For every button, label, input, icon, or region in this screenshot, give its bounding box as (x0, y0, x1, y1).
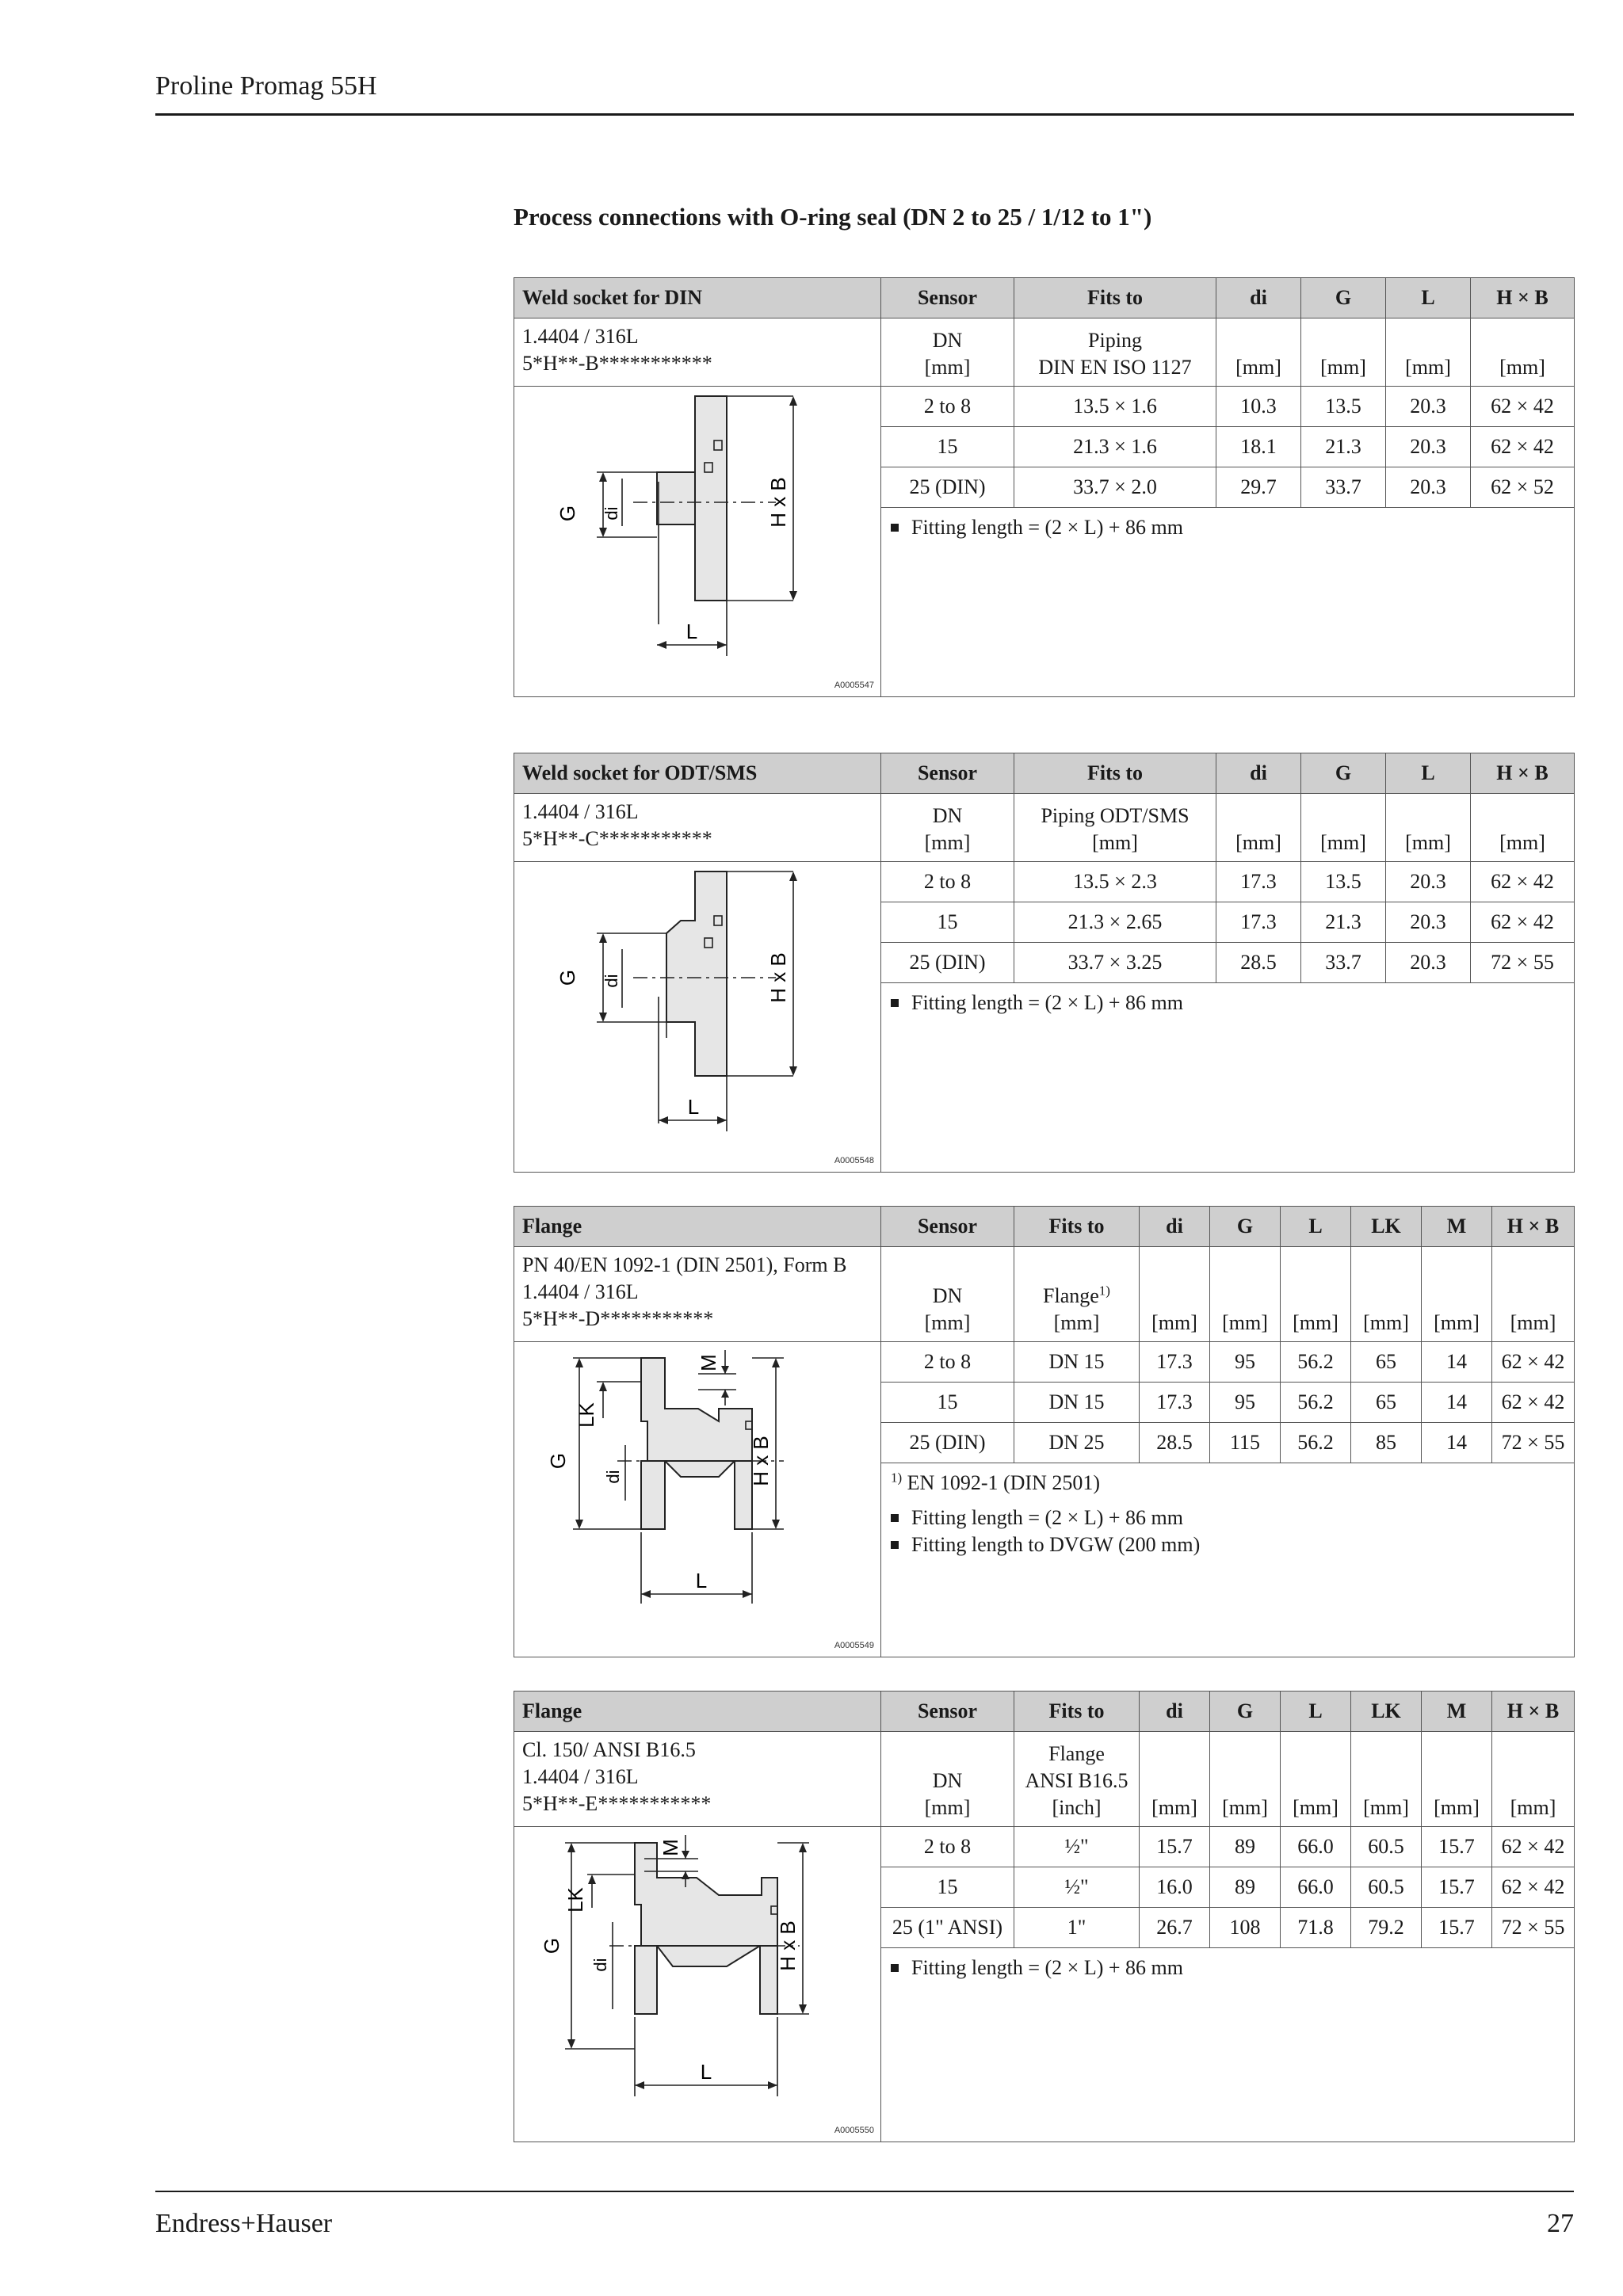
col-header-g: G (1301, 278, 1386, 318)
table-row (514, 1342, 1575, 1383)
sensor-unit-cell (881, 318, 1014, 387)
flange-ansi-table (514, 1691, 1575, 2142)
unit-cell: [mm] (1216, 318, 1301, 387)
notes-cell (881, 983, 1575, 1173)
notes-cell (881, 1463, 1575, 1657)
lk-cell: 65 (1351, 1342, 1422, 1383)
unit-cell: [mm] (1351, 1732, 1422, 1827)
dim-label-l: L (687, 1095, 700, 1119)
unit-cell: [mm] (1281, 1247, 1351, 1342)
bullet-icon (891, 1541, 899, 1549)
standard-line: PN 40/EN 1092-1 (DIN 2501), Form B (522, 1253, 847, 1276)
col-header-type: Flange (514, 1691, 881, 1732)
di-cell: 29.7 (1216, 467, 1301, 508)
dim-label-m: M (697, 1354, 720, 1371)
col-header-g: G (1210, 1207, 1281, 1247)
sensor-unit-line: [mm] (924, 356, 971, 379)
di-cell: 16.0 (1140, 1867, 1210, 1908)
flange-en1092-table (514, 1206, 1575, 1657)
table-unit-row (514, 318, 1575, 387)
g-cell: 21.3 (1301, 427, 1386, 467)
dimension-drawing-cell (514, 862, 881, 1173)
col-header-type: Flange (514, 1207, 881, 1247)
unit-cell: [mm] (1301, 794, 1386, 862)
material-cell (514, 794, 881, 862)
l-cell: 20.3 (1386, 427, 1471, 467)
unit-cell: [mm] (1281, 1732, 1351, 1827)
footnote-marker: 1) (1098, 1283, 1110, 1299)
note-text: Fitting length = (2 × L) + 86 mm (911, 1506, 1183, 1529)
table-header-row (514, 753, 1575, 794)
l-cell: 66.0 (1281, 1827, 1351, 1867)
fits-to-cell: 21.3 × 1.6 (1014, 427, 1216, 467)
dim-label-m: M (659, 1839, 682, 1856)
fits-unit-cell (1014, 794, 1216, 862)
fits-to-cell: 13.5 × 1.6 (1014, 387, 1216, 427)
table-unit-row (514, 1732, 1575, 1827)
di-cell: 28.5 (1140, 1423, 1210, 1463)
di-cell: 15.7 (1140, 1827, 1210, 1867)
hxb-cell: 62 × 42 (1471, 862, 1575, 902)
unit-cell: [mm] (1140, 1247, 1210, 1342)
l-cell: 56.2 (1281, 1383, 1351, 1423)
fits-to-cell: 1" (1014, 1908, 1140, 1948)
col-header-sensor: Sensor (881, 1691, 1014, 1732)
col-header-fits-to: Fits to (1014, 278, 1216, 318)
sensor-unit-cell (881, 794, 1014, 862)
col-header-fits-to: Fits to (1014, 753, 1216, 794)
sensor-cell: 15 (881, 427, 1014, 467)
g-cell: 89 (1210, 1827, 1281, 1867)
sensor-cell: 25 (DIN) (881, 943, 1014, 983)
col-header-hxb: H × B (1471, 753, 1575, 794)
footer-company: Endress+Hauser (155, 2209, 333, 2238)
weld-socket-din-table (514, 277, 1575, 697)
material-line: 1.4404 / 316L (522, 325, 639, 348)
footnote-text: EN 1092-1 (DIN 2501) (907, 1471, 1101, 1494)
figure-reference: A0005549 (834, 1641, 874, 1650)
fits-unit-cell (1014, 1732, 1140, 1827)
table-header-row (514, 1691, 1575, 1732)
hxb-cell: 62 × 42 (1492, 1867, 1575, 1908)
di-cell: 10.3 (1216, 387, 1301, 427)
l-cell: 66.0 (1281, 1867, 1351, 1908)
g-cell: 13.5 (1301, 387, 1386, 427)
m-cell: 15.7 (1422, 1827, 1492, 1867)
col-header-l: L (1281, 1691, 1351, 1732)
sensor-unit-line: [mm] (924, 1796, 971, 1819)
page-header-title: Proline Promag 55H (155, 71, 377, 101)
col-header-sensor: Sensor (881, 753, 1014, 794)
sensor-unit-line: [mm] (924, 831, 971, 854)
flange-en1092-drawing (514, 1342, 881, 1651)
figure-reference: A0005550 (834, 2126, 874, 2135)
lk-cell: 79.2 (1351, 1908, 1422, 1948)
sensor-cell: 2 to 8 (881, 387, 1014, 427)
col-header-di: di (1140, 1691, 1210, 1732)
footer-rule (155, 2191, 1574, 2192)
sensor-cell: 15 (881, 1867, 1014, 1908)
m-cell: 14 (1422, 1423, 1492, 1463)
fits-unit-line: [mm] (1092, 831, 1138, 854)
notes-cell (881, 1948, 1575, 2142)
dim-label-hxb: H x B (749, 1436, 773, 1486)
col-header-sensor: Sensor (881, 278, 1014, 318)
figure-reference: A0005547 (834, 681, 874, 690)
dim-label-di: di (590, 1958, 610, 1972)
lk-cell: 60.5 (1351, 1827, 1422, 1867)
di-cell: 17.3 (1216, 862, 1301, 902)
col-header-hxb: H × B (1471, 278, 1575, 318)
bullet-icon (891, 999, 899, 1007)
standard-line: Cl. 150/ ANSI B16.5 (522, 1738, 696, 1761)
col-header-lk: LK (1351, 1207, 1422, 1247)
dim-label-hxb: H x B (766, 952, 790, 1003)
table-header-row (514, 1207, 1575, 1247)
order-code: 5*H**-C*********** (522, 827, 712, 850)
l-cell: 71.8 (1281, 1908, 1351, 1948)
unit-cell: [mm] (1492, 1732, 1575, 1827)
fits-unit-cell (1014, 318, 1216, 387)
material-cell (514, 1247, 881, 1342)
dimension-drawing-cell (514, 1342, 881, 1657)
fits-unit-line: DIN EN ISO 1127 (1038, 356, 1192, 379)
material-cell (514, 318, 881, 387)
sensor-unit-line: DN (932, 1284, 963, 1307)
di-cell: 18.1 (1216, 427, 1301, 467)
fits-to-cell: 13.5 × 2.3 (1014, 862, 1216, 902)
col-header-l: L (1386, 753, 1471, 794)
col-header-m: M (1422, 1207, 1492, 1247)
note-text: Fitting length = (2 × L) + 86 mm (911, 1956, 1183, 1979)
notes-cell (881, 508, 1575, 697)
sensor-cell: 25 (1" ANSI) (881, 1908, 1014, 1948)
dim-label-lk: LK (575, 1402, 598, 1428)
hxb-cell: 62 × 42 (1471, 902, 1575, 943)
section-title: Process connections with O-ring seal (DN 2 to 25 / 1/12 to 1") (514, 203, 1152, 231)
g-cell: 21.3 (1301, 902, 1386, 943)
fits-to-cell: ½" (1014, 1867, 1140, 1908)
col-header-sensor: Sensor (881, 1207, 1014, 1247)
order-code: 5*H**-E*********** (522, 1792, 712, 1815)
hxb-cell: 72 × 55 (1492, 1908, 1575, 1948)
unit-cell: [mm] (1351, 1247, 1422, 1342)
fits-to-cell: ½" (1014, 1827, 1140, 1867)
col-header-hxb: H × B (1492, 1691, 1575, 1732)
fits-unit-line: Piping (1088, 329, 1142, 352)
sensor-cell: 25 (DIN) (881, 1423, 1014, 1463)
sensor-unit-cell (881, 1247, 1014, 1342)
material-line: 1.4404 / 316L (522, 1280, 639, 1303)
fits-unit-text: Flange (1043, 1284, 1099, 1307)
sensor-unit-cell (881, 1732, 1014, 1827)
flange-ansi-drawing (514, 1827, 881, 2136)
col-header-l: L (1386, 278, 1471, 318)
dim-label-di: di (601, 974, 621, 988)
page-number: 27 (1547, 2209, 1574, 2238)
m-cell: 14 (1422, 1383, 1492, 1423)
weld-socket-din-drawing (514, 387, 881, 691)
footnote (891, 1470, 1564, 1497)
fits-to-cell: 21.3 × 2.65 (1014, 902, 1216, 943)
material-line: 1.4404 / 316L (522, 800, 639, 823)
hxb-cell: 62 × 42 (1471, 427, 1575, 467)
unit-cell: [mm] (1386, 794, 1471, 862)
dim-label-l: L (695, 1569, 708, 1592)
l-cell: 20.3 (1386, 387, 1471, 427)
note-item (891, 514, 1564, 541)
fits-unit-cell (1014, 1247, 1140, 1342)
sensor-cell: 2 to 8 (881, 862, 1014, 902)
dim-label-di: di (603, 1470, 623, 1484)
note-text: Fitting length to DVGW (200 mm) (911, 1533, 1201, 1556)
dim-label-di: di (601, 506, 621, 521)
weld-socket-odt-sms-table (514, 753, 1575, 1173)
figure-reference: A0005548 (834, 1156, 874, 1165)
bullet-icon (891, 1964, 899, 1972)
table-unit-row (514, 794, 1575, 862)
dimension-drawing-cell (514, 387, 881, 697)
header-rule (155, 113, 1574, 116)
di-cell: 17.3 (1140, 1342, 1210, 1383)
material-cell (514, 1732, 881, 1827)
fits-to-cell: DN 15 (1014, 1383, 1140, 1423)
sensor-unit-line: DN (932, 329, 963, 352)
dim-label-hxb: H x B (776, 1920, 800, 1971)
fits-to-cell: DN 25 (1014, 1423, 1140, 1463)
unit-cell: [mm] (1471, 794, 1575, 862)
lk-cell: 65 (1351, 1383, 1422, 1423)
unit-cell: [mm] (1471, 318, 1575, 387)
col-header-g: G (1301, 753, 1386, 794)
dim-label-g: G (546, 1452, 570, 1470)
fits-unit-line (1019, 1283, 1134, 1310)
unit-cell: [mm] (1140, 1732, 1210, 1827)
note-item (891, 1955, 1564, 1981)
l-cell: 20.3 (1386, 902, 1471, 943)
g-cell: 115 (1210, 1423, 1281, 1463)
hxb-cell: 62 × 42 (1492, 1342, 1575, 1383)
order-code: 5*H**-D*********** (522, 1307, 714, 1330)
col-header-di: di (1216, 753, 1301, 794)
di-cell: 26.7 (1140, 1908, 1210, 1948)
g-cell: 95 (1210, 1383, 1281, 1423)
table-row (514, 862, 1575, 902)
hxb-cell: 62 × 42 (1492, 1383, 1575, 1423)
sensor-unit-line: DN (932, 1769, 963, 1792)
fits-to-cell: DN 15 (1014, 1342, 1140, 1383)
dim-label-g: G (556, 969, 579, 986)
fits-unit-line: [mm] (1053, 1311, 1100, 1334)
fits-unit-line: Piping ODT/SMS (1041, 804, 1190, 827)
col-header-type: Weld socket for DIN (514, 278, 881, 318)
m-cell: 14 (1422, 1342, 1492, 1383)
l-cell: 56.2 (1281, 1423, 1351, 1463)
col-header-type: Weld socket for ODT/SMS (514, 753, 881, 794)
unit-cell: [mm] (1216, 794, 1301, 862)
dim-label-g: G (556, 505, 579, 522)
table-header-row (514, 278, 1575, 318)
l-cell: 56.2 (1281, 1342, 1351, 1383)
col-header-m: M (1422, 1691, 1492, 1732)
col-header-g: G (1210, 1691, 1281, 1732)
footnote-marker: 1) (891, 1470, 903, 1486)
hxb-cell: 72 × 55 (1471, 943, 1575, 983)
di-cell: 17.3 (1140, 1383, 1210, 1423)
g-cell: 33.7 (1301, 467, 1386, 508)
dim-label-hxb: H x B (766, 477, 790, 528)
fits-to-cell: 33.7 × 3.25 (1014, 943, 1216, 983)
col-header-di: di (1216, 278, 1301, 318)
col-header-di: di (1140, 1207, 1210, 1247)
fits-unit-line: Flange (1048, 1742, 1105, 1765)
note-item (891, 1505, 1564, 1531)
sensor-cell: 15 (881, 902, 1014, 943)
dim-label-g: G (540, 1937, 563, 1955)
col-header-hxb: H × B (1492, 1207, 1575, 1247)
sensor-unit-line: DN (932, 804, 963, 827)
table-row (514, 387, 1575, 427)
fits-unit-line: [inch] (1052, 1796, 1102, 1819)
order-code: 5*H**-B*********** (522, 352, 712, 375)
unit-cell: [mm] (1492, 1247, 1575, 1342)
sensor-unit-line: [mm] (924, 1311, 971, 1334)
note-item (891, 1531, 1564, 1558)
g-cell: 33.7 (1301, 943, 1386, 983)
dim-label-lk: LK (563, 1887, 587, 1913)
note-item (891, 990, 1564, 1016)
unit-cell: [mm] (1386, 318, 1471, 387)
g-cell: 108 (1210, 1908, 1281, 1948)
g-cell: 13.5 (1301, 862, 1386, 902)
col-header-l: L (1281, 1207, 1351, 1247)
dim-label-l: L (685, 620, 698, 643)
g-cell: 95 (1210, 1342, 1281, 1383)
sensor-cell: 2 to 8 (881, 1827, 1014, 1867)
l-cell: 20.3 (1386, 467, 1471, 508)
col-header-fits-to: Fits to (1014, 1691, 1140, 1732)
unit-cell: [mm] (1422, 1247, 1492, 1342)
sensor-cell: 15 (881, 1383, 1014, 1423)
weld-socket-odt-sms-drawing (514, 862, 881, 1166)
unit-cell: [mm] (1210, 1732, 1281, 1827)
m-cell: 15.7 (1422, 1908, 1492, 1948)
unit-cell: [mm] (1210, 1247, 1281, 1342)
note-text: Fitting length = (2 × L) + 86 mm (911, 516, 1183, 539)
bullet-icon (891, 1514, 899, 1522)
unit-cell: [mm] (1422, 1732, 1492, 1827)
g-cell: 89 (1210, 1867, 1281, 1908)
hxb-cell: 62 × 52 (1471, 467, 1575, 508)
table-row (514, 1827, 1575, 1867)
fits-to-cell: 33.7 × 2.0 (1014, 467, 1216, 508)
lk-cell: 60.5 (1351, 1867, 1422, 1908)
col-header-fits-to: Fits to (1014, 1207, 1140, 1247)
hxb-cell: 72 × 55 (1492, 1423, 1575, 1463)
di-cell: 17.3 (1216, 902, 1301, 943)
di-cell: 28.5 (1216, 943, 1301, 983)
fits-unit-line: ANSI B16.5 (1025, 1769, 1128, 1792)
sensor-cell: 25 (DIN) (881, 467, 1014, 508)
hxb-cell: 62 × 42 (1471, 387, 1575, 427)
hxb-cell: 62 × 42 (1492, 1827, 1575, 1867)
unit-cell: [mm] (1301, 318, 1386, 387)
dimension-drawing-cell (514, 1827, 881, 2142)
col-header-lk: LK (1351, 1691, 1422, 1732)
l-cell: 20.3 (1386, 862, 1471, 902)
sensor-cell: 2 to 8 (881, 1342, 1014, 1383)
dim-label-l: L (700, 2060, 712, 2084)
bullet-icon (891, 524, 899, 532)
l-cell: 20.3 (1386, 943, 1471, 983)
m-cell: 15.7 (1422, 1867, 1492, 1908)
table-unit-row (514, 1247, 1575, 1342)
material-line: 1.4404 / 316L (522, 1765, 639, 1788)
note-text: Fitting length = (2 × L) + 86 mm (911, 991, 1183, 1014)
lk-cell: 85 (1351, 1423, 1422, 1463)
